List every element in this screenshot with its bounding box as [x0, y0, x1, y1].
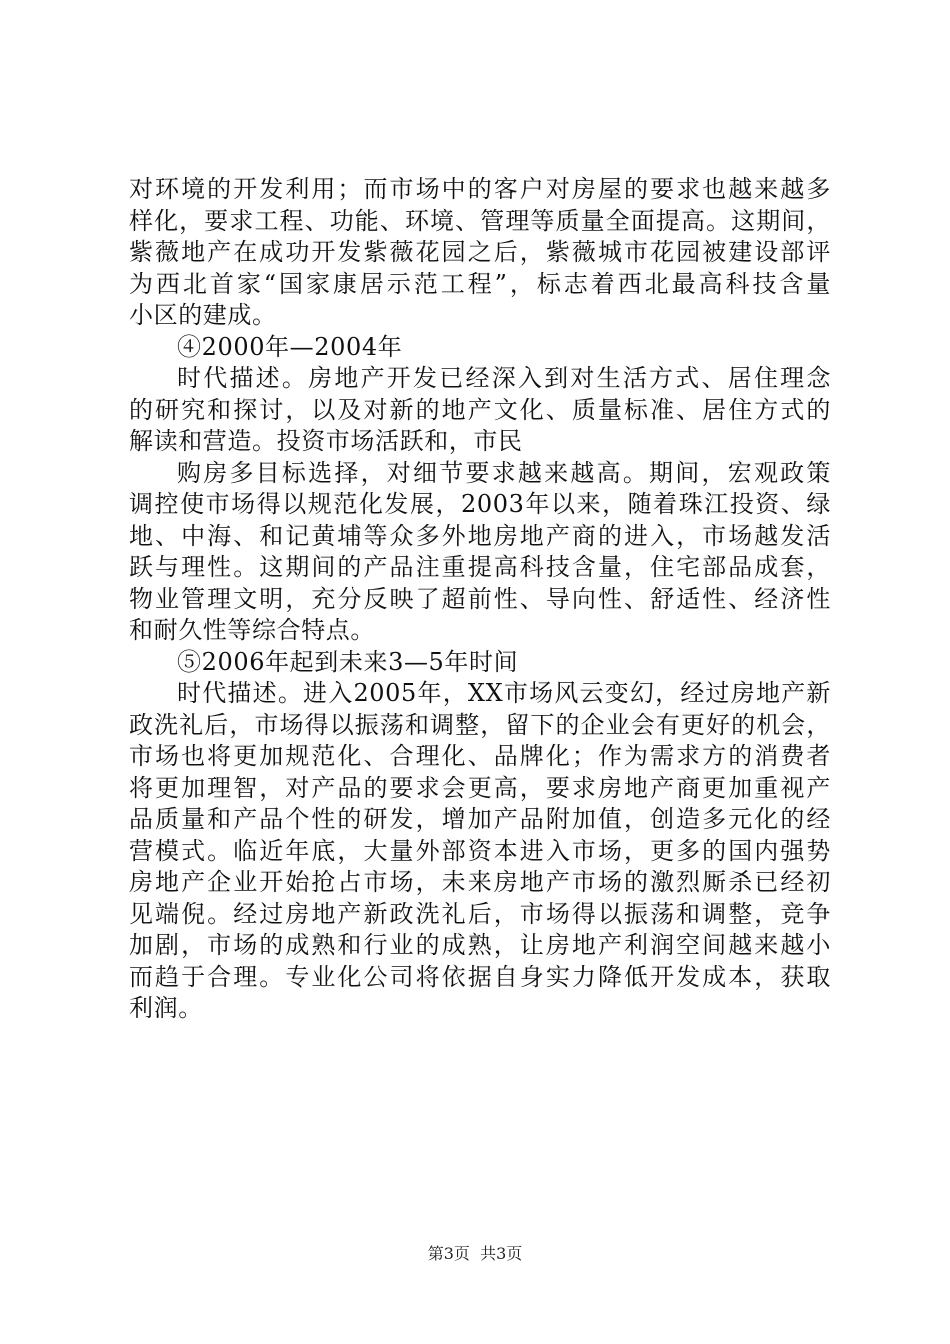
text-line: 对环境的开发利用；而市场中的客户对房屋的要求也越来越多	[129, 175, 831, 203]
text-line: 购房多目标选择，对细节要求越来越高。期间，宏观政策	[177, 458, 831, 487]
text-line: 地、中海、和记黄埔等众多外地房地产商的进入，市场越发活	[129, 521, 831, 550]
text-line: 的研究和探讨，以及对新的地产文化、质量标准、居住方式的	[129, 395, 831, 424]
text-line: 调控使市场得以规范化发展，2003年以来，随着珠江投资、绿	[129, 490, 831, 518]
text-line: 样化，要求工程、功能、环境、管理等质量全面提高。这期间，	[129, 206, 831, 235]
text-line: 利润。	[129, 994, 203, 1022]
text-line: 而趋于合理。专业化公司将依据自身实力降低开发成本，获取	[129, 962, 831, 991]
text-line: 跃与理性。这期间的产品注重提高科技含量，住宅部品成套，	[129, 553, 831, 581]
text-line: 政洗礼后，市场得以振荡和调整，留下的企业会有更好的机会，	[129, 710, 831, 739]
text-line: 为西北首家“国家康居示范工程”，标志着西北最高科技含量	[129, 269, 831, 298]
text-line: 营模式。临近年底，大量外部资本进入市场，更多的国内强势	[129, 836, 831, 865]
text-line: 加剧，市场的成熟和行业的成熟，让房地产利润空间越来越小	[129, 931, 831, 959]
text-line: 解读和营造。投资市场活跃和，市民	[129, 427, 523, 455]
text-line: 时代描述。进入2005年，XX市场风云变幻，经过房地产新	[177, 679, 831, 707]
text-line: ⑤2006年起到未来3—5年时间	[177, 647, 519, 676]
text-line: 见端倪。经过房地产新政洗礼后，市场得以振荡和调整，竞争	[129, 899, 831, 928]
text-line: 房地产企业开始抢占市场，未来房地产市场的激烈厮杀已经初	[129, 868, 831, 896]
text-line: ④2000年—2004年	[177, 332, 403, 361]
page-footer	[0, 1243, 950, 1265]
text-line: 品质量和产品个性的研发，增加产品附加值，创造多元化的经	[129, 805, 831, 833]
page-total: 共3页	[480, 1244, 523, 1263]
body-text	[129, 174, 831, 1025]
text-line: 物业管理文明，充分反映了超前性、导向性、舒适性、经济性	[129, 584, 831, 613]
text-line: 市场也将更加规范化、合理化、品牌化；作为需求方的消费者	[129, 742, 831, 770]
text-line: 将更加理智，对产品的要求会更高，要求房地产商更加重视产	[129, 773, 831, 802]
page-number: 第3页	[427, 1244, 470, 1263]
text-line: 小区的建成。	[129, 301, 277, 329]
text-line: 紫薇地产在成功开发紫薇花园之后，紫薇城市花园被建设部评	[129, 238, 831, 266]
text-line: 和耐久性等综合特点。	[129, 616, 375, 644]
text-line: 时代描述。房地产开发已经深入到对生活方式、居住理念	[177, 364, 831, 392]
